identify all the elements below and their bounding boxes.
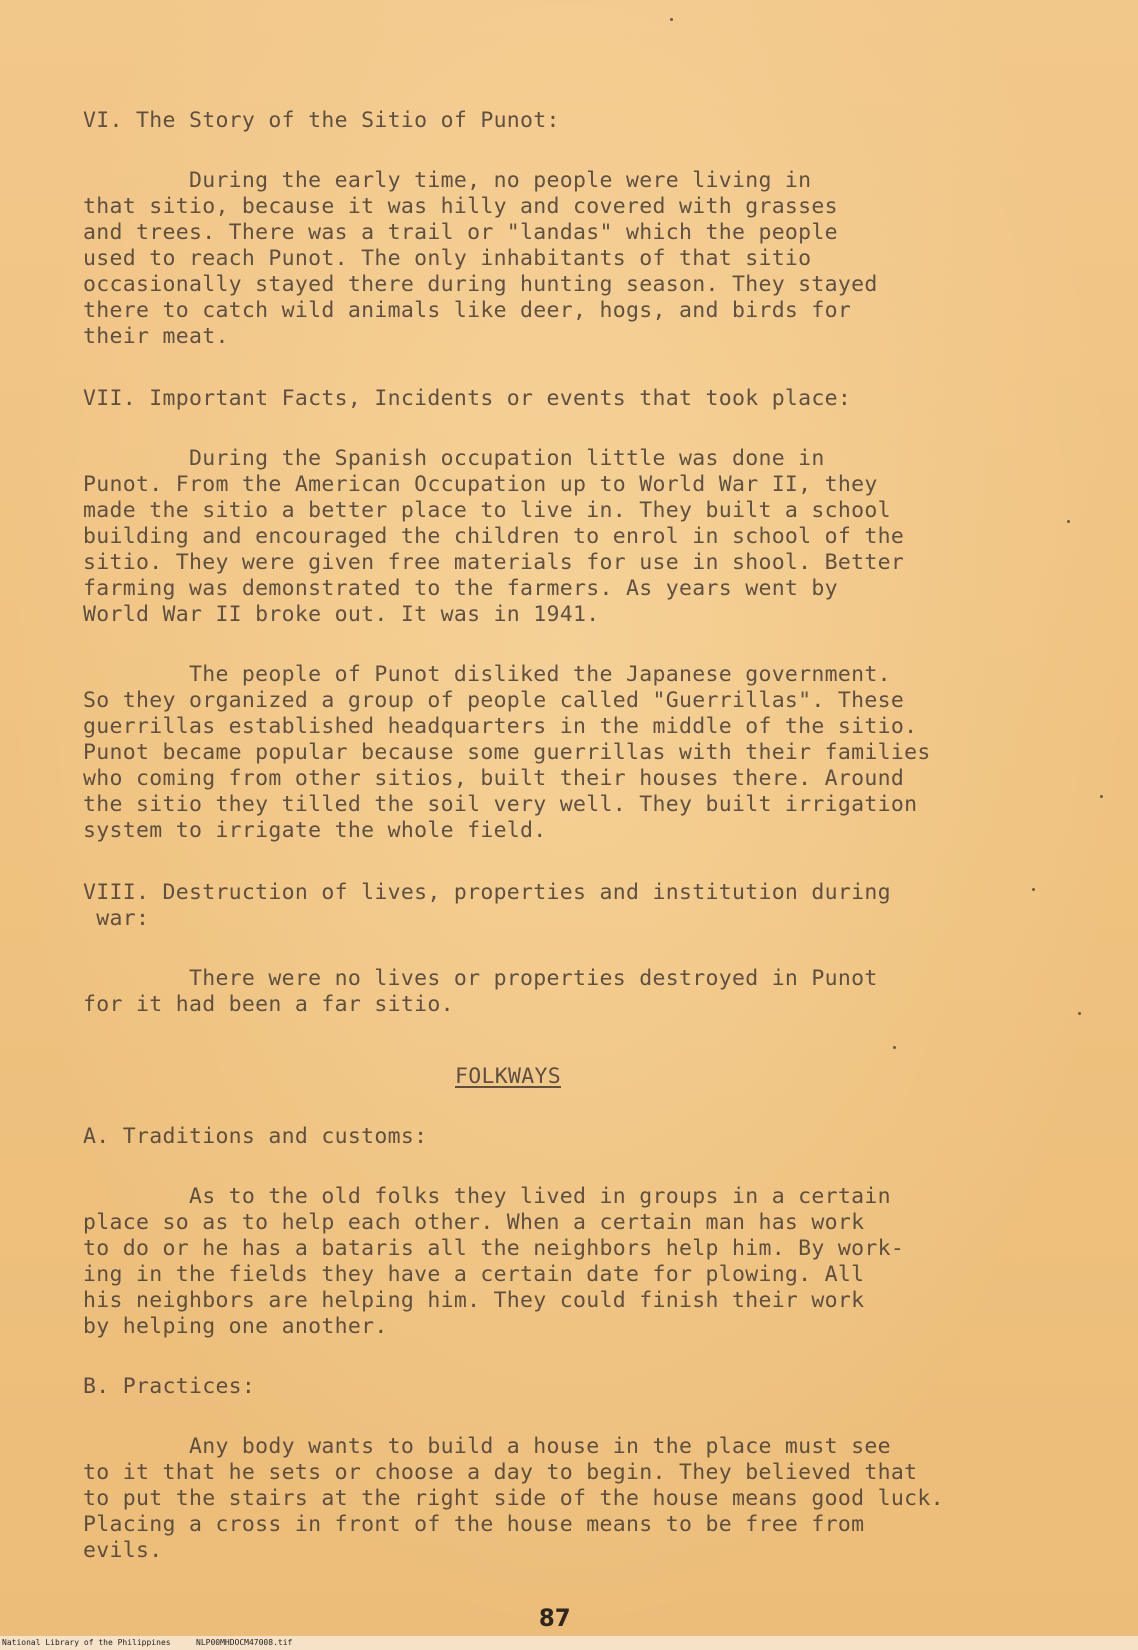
folkways-heading-a: A. Traditions and customs:: [83, 1124, 428, 1149]
text-line: made the sitio a better place to live in. They built a school: [83, 498, 891, 523]
text-line: to do or he has a bataris all the neighbors help him. By work-: [83, 1236, 905, 1261]
paragraph-a-1: [83, 1184, 1083, 1340]
text-line: guerrillas established headquarters in the middle of the sitio.: [83, 714, 918, 739]
text-line: for it had been a far sitio.: [83, 992, 454, 1017]
section-heading-viii: VIII. Destruction of lives, properties and institution during war:: [83, 880, 891, 931]
text-line: So they organized a group of people called "Guerrillas". These: [83, 688, 905, 713]
text-line: to put the stairs at the right side of the house means good luck.: [83, 1486, 944, 1511]
text-line: During the Spanish occupation little was done in: [83, 446, 825, 471]
text-line: building and encouraged the children to enrol in school of the: [83, 524, 905, 549]
text-line: Punot became popular because some guerrillas with their families: [83, 740, 931, 765]
ink-speck: [1100, 795, 1103, 798]
text-line: and trees. There was a trail or "landas" which the people: [83, 220, 838, 245]
text-line: farming was demonstrated to the farmers. As years went by: [83, 576, 838, 601]
text-line: system to irrigate the whole field.: [83, 818, 547, 843]
paragraph-viii-1: [83, 966, 1083, 1018]
text-line: Punot. From the American Occupation up to World War II, they: [83, 472, 878, 497]
text-line: As to the old folks they lived in groups in a certain: [83, 1184, 891, 1209]
typewritten-text: [83, 108, 1083, 1564]
text-line: that sitio, because it was hilly and covered with grasses: [83, 194, 838, 219]
ink-speck: [1078, 1012, 1081, 1015]
text-line: ing in the fields they have a certain date for plowing. All: [83, 1262, 865, 1287]
section-heading-vi: VI. The Story of the Sitio of Punot:: [83, 108, 560, 133]
paragraph-vi-1: [83, 168, 1083, 350]
folkways-title: FOLKWAYS: [455, 1064, 561, 1089]
paragraph-vii-1: [83, 446, 1083, 628]
section-heading-vii: VII. Important Facts, Incidents or events that took place:: [83, 386, 852, 411]
text-line: sitio. They were given free materials for use in shool. Better: [83, 550, 905, 575]
ink-speck: [893, 1046, 896, 1049]
ink-speck: [1067, 520, 1070, 523]
ink-speck: [670, 18, 673, 21]
text-line: The people of Punot disliked the Japanese government.: [83, 662, 891, 687]
text-line: place so as to help each other. When a certain man has work: [83, 1210, 865, 1235]
ink-speck: [1032, 888, 1035, 891]
text-line: Placing a cross in front of the house means to be free from: [83, 1512, 865, 1537]
text-line: Any body wants to build a house in the place must see: [83, 1434, 891, 1459]
paragraph-vii-2: [83, 662, 1083, 844]
folkways-heading-b: B. Practices:: [83, 1374, 256, 1399]
text-line: to it that he sets or choose a day to begin. They believed that: [83, 1460, 918, 1485]
text-line: who coming from other sitios, built their houses there. Around: [83, 766, 905, 791]
text-line: During the early time, no people were living in: [83, 168, 812, 193]
text-line: his neighbors are helping him. They could finish their work: [83, 1288, 865, 1313]
text-line: by helping one another.: [83, 1314, 388, 1339]
text-line: evils.: [83, 1538, 163, 1563]
text-line: their meat.: [83, 324, 229, 349]
page-number: 87: [538, 1604, 571, 1632]
scan-footer: [0, 1636, 1138, 1650]
text-line: used to reach Punot. The only inhabitants of that sitio: [83, 246, 812, 271]
text-line: There were no lives or properties destroyed in Punot: [83, 966, 878, 991]
footer-source: National Library of the Philippines: [2, 1638, 171, 1647]
text-line: occasionally stayed there during hunting season. They stayed: [83, 272, 878, 297]
text-line: World War II broke out. It was in 1941.: [83, 602, 600, 627]
footer-file: NLP00MHDOCM47008.tif: [196, 1638, 293, 1647]
paragraph-b-1: [83, 1434, 1083, 1564]
text-line: the sitio they tilled the soil very well. They built irrigation: [83, 792, 918, 817]
text-line: there to catch wild animals like deer, hogs, and birds for: [83, 298, 852, 323]
